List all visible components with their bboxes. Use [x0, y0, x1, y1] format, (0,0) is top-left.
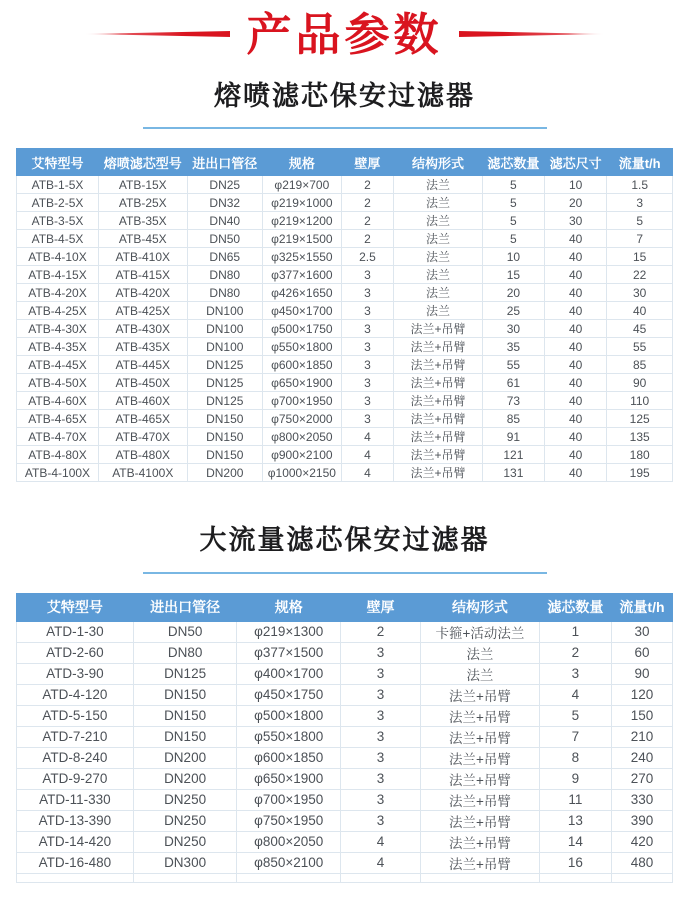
table-cell: 3 — [539, 663, 611, 684]
table-cell: 4 — [341, 446, 393, 464]
table-row — [17, 446, 673, 464]
table-cell: ATB-15X — [99, 176, 188, 194]
table-cell: φ700×1950 — [237, 789, 341, 810]
table-cell: 5 — [482, 212, 544, 230]
table-cell: φ850×2100 — [237, 852, 341, 873]
table-cell: 210 — [611, 726, 672, 747]
table-cell: 5 — [539, 705, 611, 726]
table-cell: 40 — [545, 392, 607, 410]
table-cell: 13 — [539, 810, 611, 831]
table-row — [17, 705, 673, 726]
table-cell: ATB-4100X — [99, 464, 188, 482]
table-cell: DN25 — [187, 176, 262, 194]
table-cell: DN40 — [187, 212, 262, 230]
table-cell: 法兰+吊臂 — [421, 789, 540, 810]
table-cell: 4 — [341, 464, 393, 482]
table-cell: 30 — [545, 212, 607, 230]
table-cell: 4 — [341, 831, 421, 852]
table-cell: ATB-4-5X — [17, 230, 99, 248]
table-row — [17, 642, 673, 663]
table-cell: 法兰+吊臂 — [421, 747, 540, 768]
column-header: 结构形式 — [421, 593, 540, 621]
table-cell: 8 — [539, 747, 611, 768]
table-cell: φ750×1950 — [237, 810, 341, 831]
table-cell: 法兰+吊臂 — [394, 356, 483, 374]
table-cell: ATB-415X — [99, 266, 188, 284]
table-cell: φ450×1750 — [237, 684, 341, 705]
table-cell: ATD-16-480 — [17, 852, 134, 873]
table-cell: ATB-450X — [99, 374, 188, 392]
table-cell: 法兰 — [421, 642, 540, 663]
table-cell: 3 — [341, 392, 393, 410]
table-cell: ATB-4-70X — [17, 428, 99, 446]
table-row — [17, 374, 673, 392]
table-cell: DN150 — [187, 428, 262, 446]
table-cell: 40 — [545, 356, 607, 374]
table-cell: 3 — [341, 266, 393, 284]
table-row — [17, 621, 673, 642]
table-cell: 55 — [482, 356, 544, 374]
table-cell: ATB-4-20X — [17, 284, 99, 302]
table-cell: DN150 — [133, 684, 237, 705]
table-cell: 150 — [611, 705, 672, 726]
table-cell: 30 — [611, 621, 672, 642]
table-cell: 3 — [341, 768, 421, 789]
table-cell: 2 — [341, 176, 393, 194]
column-header: 熔喷滤芯型号 — [99, 149, 188, 176]
high-flow-filter-table — [16, 593, 673, 883]
table-cell: DN250 — [133, 810, 237, 831]
table-cell: ATD-7-210 — [17, 726, 134, 747]
table-row — [17, 684, 673, 705]
melt-blown-filter-table — [16, 148, 673, 482]
table-cell: 15 — [482, 266, 544, 284]
table-cell: 法兰+吊臂 — [394, 446, 483, 464]
table-cell: φ377×1500 — [237, 642, 341, 663]
table-cell: 3 — [341, 747, 421, 768]
table-cell: ATB-4-100X — [17, 464, 99, 482]
table-cell: DN80 — [133, 642, 237, 663]
table-cell: 1 — [539, 621, 611, 642]
table-cell: φ219×1200 — [262, 212, 341, 230]
table-cell: 60 — [611, 642, 672, 663]
table-cell: 1.5 — [607, 176, 673, 194]
table-cell: 390 — [611, 810, 672, 831]
table-cell: 3 — [341, 356, 393, 374]
table-cell: ATD-1-30 — [17, 621, 134, 642]
table-cell: ATD-5-150 — [17, 705, 134, 726]
table-cell: DN250 — [133, 831, 237, 852]
table-cell: 16 — [539, 852, 611, 873]
table-cell: 2 — [341, 194, 393, 212]
table-cell: 法兰+吊臂 — [421, 726, 540, 747]
table-cell: DN200 — [133, 747, 237, 768]
table-cell: φ219×1000 — [262, 194, 341, 212]
table-row — [17, 789, 673, 810]
table-cell: 法兰+吊臂 — [421, 705, 540, 726]
table-cell: 131 — [482, 464, 544, 482]
table-cell: ATB-435X — [99, 338, 188, 356]
table-cell: φ1000×2150 — [262, 464, 341, 482]
table-cell: φ219×700 — [262, 176, 341, 194]
table-cell: ATB-465X — [99, 410, 188, 428]
table-cell: 180 — [607, 446, 673, 464]
section2-divider — [143, 572, 547, 574]
table-row — [17, 248, 673, 266]
table-cell: DN250 — [133, 789, 237, 810]
table-row — [17, 726, 673, 747]
table-cell: 3 — [341, 684, 421, 705]
table-cell: 40 — [607, 302, 673, 320]
column-header: 结构形式 — [394, 149, 483, 176]
table-cell: ATB-430X — [99, 320, 188, 338]
table-row — [17, 392, 673, 410]
table-row — [17, 831, 673, 852]
table-cell: 2 — [539, 642, 611, 663]
table-cell: 480 — [611, 852, 672, 873]
table-cell: DN80 — [187, 266, 262, 284]
table-cell: 3 — [341, 642, 421, 663]
table-row — [17, 266, 673, 284]
table-cell: φ600×1850 — [237, 747, 341, 768]
table-cell: 420 — [611, 831, 672, 852]
table-cell: ATD-9-270 — [17, 768, 134, 789]
table-cell: 法兰 — [394, 284, 483, 302]
table-cell: 91 — [482, 428, 544, 446]
table-cell: DN50 — [187, 230, 262, 248]
table-row — [17, 768, 673, 789]
column-header: 流量t/h — [611, 593, 672, 621]
column-header: 壁厚 — [341, 149, 393, 176]
table-cell: 3 — [341, 338, 393, 356]
table-cell: 120 — [611, 684, 672, 705]
table-cell: DN32 — [187, 194, 262, 212]
table-cell: ATB-4-15X — [17, 266, 99, 284]
table-cell: 90 — [611, 663, 672, 684]
table-cell: φ900×2100 — [262, 446, 341, 464]
table-cell: 法兰+吊臂 — [394, 374, 483, 392]
table-row — [17, 194, 673, 212]
table-cell: ATB-420X — [99, 284, 188, 302]
table-cell: 10 — [545, 176, 607, 194]
table-row — [17, 852, 673, 873]
table-cell: ATB-470X — [99, 428, 188, 446]
table-cell: 法兰+吊臂 — [394, 392, 483, 410]
table-cell: ATB-4-65X — [17, 410, 99, 428]
table-cell: 10 — [482, 248, 544, 266]
table-cell: 270 — [611, 768, 672, 789]
column-header: 壁厚 — [341, 593, 421, 621]
table-cell: DN150 — [133, 726, 237, 747]
table-cell: 20 — [482, 284, 544, 302]
table-cell: DN100 — [187, 302, 262, 320]
table-cell: 40 — [545, 374, 607, 392]
table-cell: 4 — [341, 428, 393, 446]
table-cell: DN125 — [187, 374, 262, 392]
table-row — [17, 302, 673, 320]
section2-title: 大流量滤芯保安过滤器 — [199, 525, 490, 556]
table-cell: 73 — [482, 392, 544, 410]
table-cell: φ550×1800 — [237, 726, 341, 747]
table-cell: 2 — [341, 230, 393, 248]
table-cell: 55 — [607, 338, 673, 356]
table-cell: ATB-4-10X — [17, 248, 99, 266]
table-cell: φ800×2050 — [262, 428, 341, 446]
table-cell: φ550×1800 — [262, 338, 341, 356]
banner-title: 产品参数 — [246, 8, 443, 60]
table-cell: ATB-4-50X — [17, 374, 99, 392]
table-cell: 法兰+吊臂 — [421, 810, 540, 831]
table-cell: DN100 — [187, 338, 262, 356]
column-header: 滤芯数量 — [482, 149, 544, 176]
table-cell: 3 — [607, 194, 673, 212]
table-cell: ATD-8-240 — [17, 747, 134, 768]
table-cell: φ650×1900 — [237, 768, 341, 789]
table-cell: 3 — [341, 302, 393, 320]
table-cell: φ600×1850 — [262, 356, 341, 374]
table-cell: 85 — [607, 356, 673, 374]
table-cell: 3 — [341, 410, 393, 428]
table-cell: φ377×1600 — [262, 266, 341, 284]
column-header: 滤芯数量 — [539, 593, 611, 621]
table-cell: ATB-45X — [99, 230, 188, 248]
table-cell: 3 — [341, 320, 393, 338]
table-cell: ATD-13-390 — [17, 810, 134, 831]
table-cell: 35 — [482, 338, 544, 356]
table-row — [17, 284, 673, 302]
table-cell: φ650×1900 — [262, 374, 341, 392]
table-cell: 7 — [539, 726, 611, 747]
table-cell: 法兰+吊臂 — [394, 320, 483, 338]
table-cell: 40 — [545, 320, 607, 338]
table-cell: DN125 — [187, 356, 262, 374]
table-cell: ATB-4-60X — [17, 392, 99, 410]
table-cell: ATD-14-420 — [17, 831, 134, 852]
table-cell: φ219×1500 — [262, 230, 341, 248]
table-cell: 30 — [607, 284, 673, 302]
table-row — [17, 230, 673, 248]
table-cell: 法兰+吊臂 — [394, 464, 483, 482]
table-cell: DN200 — [187, 464, 262, 482]
table-cell: 5 — [482, 194, 544, 212]
table-cell: φ500×1800 — [237, 705, 341, 726]
table-row — [17, 212, 673, 230]
table-cell: φ800×2050 — [237, 831, 341, 852]
table-row — [17, 410, 673, 428]
table-cell: ATB-460X — [99, 392, 188, 410]
table-cell: 40 — [545, 446, 607, 464]
table-cell: 5 — [482, 230, 544, 248]
table-cell: DN300 — [133, 852, 237, 873]
table-cell: DN125 — [187, 392, 262, 410]
table-cell: DN80 — [187, 284, 262, 302]
table-cell: 法兰 — [394, 266, 483, 284]
table-cell: DN50 — [133, 621, 237, 642]
table-cell: ATD-4-120 — [17, 684, 134, 705]
column-header: 进出口管径 — [133, 593, 237, 621]
banner-line-right-icon — [459, 31, 605, 37]
table-cell: 法兰 — [421, 663, 540, 684]
table-cell: DN100 — [187, 320, 262, 338]
table-cell: 3 — [341, 663, 421, 684]
table-cell: 330 — [611, 789, 672, 810]
table-cell: 40 — [545, 464, 607, 482]
table-cell: 9 — [539, 768, 611, 789]
table-cell: 40 — [545, 302, 607, 320]
table-cell: 25 — [482, 302, 544, 320]
table-cell: ATD-2-60 — [17, 642, 134, 663]
banner — [0, 0, 689, 58]
table-cell: φ219×1300 — [237, 621, 341, 642]
table-cell: φ500×1750 — [262, 320, 341, 338]
table-cell: DN200 — [133, 768, 237, 789]
table-row — [17, 428, 673, 446]
section1-divider — [143, 127, 547, 129]
table-cell: ATB-4-25X — [17, 302, 99, 320]
table-cell: 135 — [607, 428, 673, 446]
table-cell: 40 — [545, 266, 607, 284]
table-cell: 3 — [341, 284, 393, 302]
column-header: 规格 — [237, 593, 341, 621]
table-cell: ATB-2-5X — [17, 194, 99, 212]
table-cell: ATB-4-35X — [17, 338, 99, 356]
table-cell: 5 — [607, 212, 673, 230]
table-cell: ATB-3-5X — [17, 212, 99, 230]
table-cell: 2 — [341, 621, 421, 642]
column-header: 规格 — [262, 149, 341, 176]
table-cell: 40 — [545, 338, 607, 356]
table-cell: 法兰+吊臂 — [394, 338, 483, 356]
table-cell: 法兰 — [394, 230, 483, 248]
table-cell: ATB-4-80X — [17, 446, 99, 464]
table-cell: 3 — [341, 789, 421, 810]
table-cell: 4 — [341, 852, 421, 873]
table-cell: ATB-4-45X — [17, 356, 99, 374]
column-header: 艾特型号 — [17, 149, 99, 176]
table-cell: 法兰+吊臂 — [421, 684, 540, 705]
table-header-row — [17, 149, 673, 176]
table-row-partial — [17, 873, 673, 882]
table-cell: 40 — [545, 410, 607, 428]
table-row — [17, 356, 673, 374]
column-header: 流量t/h — [607, 149, 673, 176]
table-cell: DN65 — [187, 248, 262, 266]
table-cell: 110 — [607, 392, 673, 410]
table-cell: 2.5 — [341, 248, 393, 266]
table-cell: 法兰+吊臂 — [421, 831, 540, 852]
table-cell: ATD-11-330 — [17, 789, 134, 810]
table-cell: 法兰+吊臂 — [394, 428, 483, 446]
table-cell: 240 — [611, 747, 672, 768]
table-cell: 5 — [482, 176, 544, 194]
table-cell: 法兰+吊臂 — [421, 852, 540, 873]
table-cell: 22 — [607, 266, 673, 284]
table-row — [17, 810, 673, 831]
table-cell: 45 — [607, 320, 673, 338]
table-header-row — [17, 593, 673, 621]
table-cell: 法兰 — [394, 248, 483, 266]
table-cell: ATB-445X — [99, 356, 188, 374]
table-cell: DN125 — [133, 663, 237, 684]
table-cell: ATB-25X — [99, 194, 188, 212]
table-row — [17, 464, 673, 482]
table-cell: φ700×1950 — [262, 392, 341, 410]
table-row — [17, 320, 673, 338]
table-cell: 7 — [607, 230, 673, 248]
table-cell: 40 — [545, 230, 607, 248]
table-cell: 90 — [607, 374, 673, 392]
table-cell: ATB-35X — [99, 212, 188, 230]
table-cell: 3 — [341, 810, 421, 831]
table-cell: 85 — [482, 410, 544, 428]
table-cell: 11 — [539, 789, 611, 810]
table-cell: ATB-480X — [99, 446, 188, 464]
table-cell: ATB-410X — [99, 248, 188, 266]
table-cell: 3 — [341, 705, 421, 726]
table-cell: 195 — [607, 464, 673, 482]
table-cell: DN150 — [187, 410, 262, 428]
table-cell: 20 — [545, 194, 607, 212]
section1-title: 熔喷滤芯保安过滤器 — [214, 81, 475, 111]
column-header: 艾特型号 — [17, 593, 134, 621]
column-header: 进出口管径 — [187, 149, 262, 176]
table-cell: 2 — [341, 212, 393, 230]
table-cell: 法兰 — [394, 176, 483, 194]
banner-line-left-icon — [84, 31, 230, 37]
column-header: 滤芯尺寸 — [545, 149, 607, 176]
table-cell: ATB-4-30X — [17, 320, 99, 338]
table-cell: φ325×1550 — [262, 248, 341, 266]
table-cell: 14 — [539, 831, 611, 852]
table-cell: φ750×2000 — [262, 410, 341, 428]
table-cell: 61 — [482, 374, 544, 392]
table-cell: 125 — [607, 410, 673, 428]
table-cell: 法兰 — [394, 302, 483, 320]
table-cell: φ400×1700 — [237, 663, 341, 684]
table-cell: 40 — [545, 284, 607, 302]
table-row — [17, 663, 673, 684]
table-cell: DN150 — [133, 705, 237, 726]
table-cell: ATB-1-5X — [17, 176, 99, 194]
table-cell: 121 — [482, 446, 544, 464]
table-cell: 法兰 — [394, 194, 483, 212]
table-cell: φ426×1650 — [262, 284, 341, 302]
table-cell: 法兰+吊臂 — [421, 768, 540, 789]
table-cell: ATD-3-90 — [17, 663, 134, 684]
table-cell: 3 — [341, 374, 393, 392]
table-row — [17, 338, 673, 356]
table-cell: 30 — [482, 320, 544, 338]
table-cell: 法兰+吊臂 — [394, 410, 483, 428]
table-row — [17, 747, 673, 768]
table-cell: 15 — [607, 248, 673, 266]
table-cell: 卡箍+活动法兰 — [421, 621, 540, 642]
table-cell: DN150 — [187, 446, 262, 464]
table-cell: 3 — [341, 726, 421, 747]
table-cell: 法兰 — [394, 212, 483, 230]
table-cell: ATB-425X — [99, 302, 188, 320]
table-cell: φ450×1700 — [262, 302, 341, 320]
table-cell: 4 — [539, 684, 611, 705]
table-cell: 40 — [545, 248, 607, 266]
table-cell: 40 — [545, 428, 607, 446]
table-row — [17, 176, 673, 194]
